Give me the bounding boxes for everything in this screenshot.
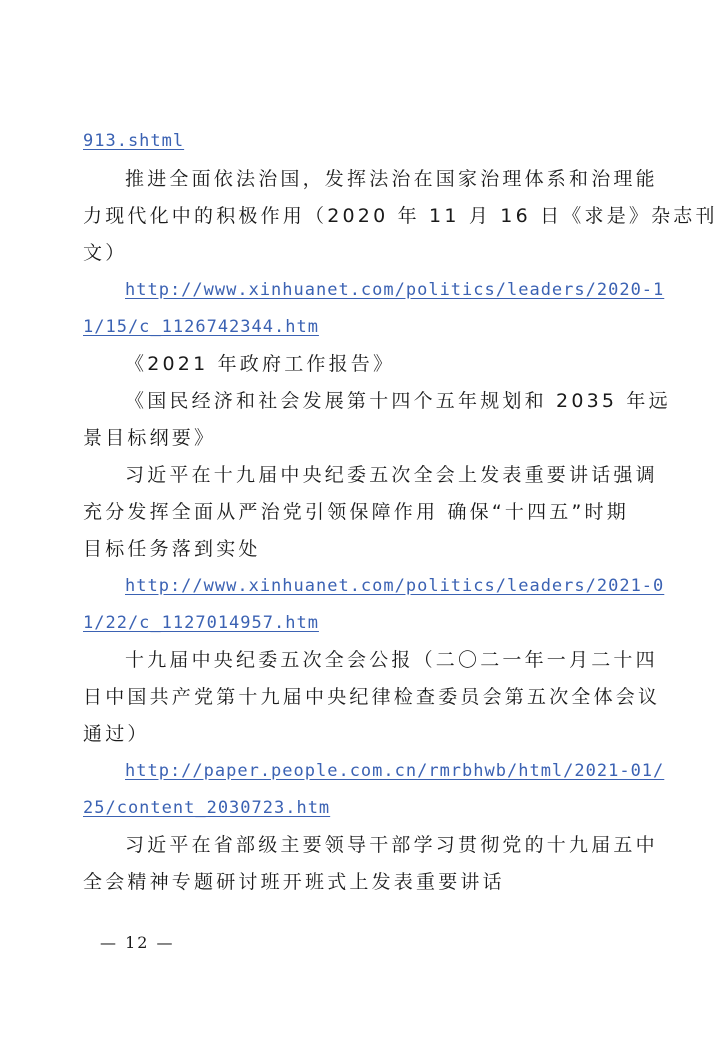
link-line[interactable]: 25/content_2030723.htm (83, 798, 331, 818)
paragraph-line: 《国民经济和社会发展第十四个五年规划和 2035 年远 (125, 390, 671, 412)
paragraph-line: 《2021 年政府工作报告》 (125, 353, 396, 375)
link-line[interactable]: 913.shtml (83, 131, 185, 151)
paragraph-line: 日中国共产党第十九届中央纪律检查委员会第五次全体会议 (83, 686, 661, 708)
paragraph-line: 全会精神专题研讨班开班式上发表重要讲话 (83, 871, 505, 893)
paragraph-line: 目标任务落到实处 (83, 538, 261, 560)
page-number: — 12 — (100, 933, 175, 952)
link-line[interactable]: http://paper.people.com.cn/rmrbhwb/html/2021-01/ (125, 761, 665, 781)
link-line[interactable]: http://www.xinhuanet.com/politics/leaders/2020-1 (125, 280, 665, 300)
paragraph-line: 文） (83, 242, 128, 264)
paragraph-line: 景目标纲要》 (83, 427, 217, 449)
paragraph-line: 习近平在省部级主要领导干部学习贯彻党的十九届五中 (125, 834, 658, 856)
link-line[interactable]: 1/22/c_1127014957.htm (83, 613, 319, 633)
paragraph-line: 充分发挥全面从严治党引领保障作用 确保“十四五”时期 (83, 501, 629, 523)
paragraph-line: 通过） (83, 723, 150, 745)
paragraph-line: 十九届中央纪委五次全会公报（二〇二一年一月二十四 (125, 649, 658, 671)
link-line[interactable]: 1/15/c_1126742344.htm (83, 317, 319, 337)
paragraph-line: 推进全面依法治国，发挥法治在国家治理体系和治理能 (125, 168, 658, 190)
paragraph-line: 习近平在十九届中央纪委五次全会上发表重要讲话强调 (125, 464, 658, 486)
paragraph-line: 力现代化中的积极作用（2020 年 11 月 16 日《求是》杂志刊 (83, 205, 718, 227)
link-line[interactable]: http://www.xinhuanet.com/politics/leaders/2021-0 (125, 576, 665, 596)
